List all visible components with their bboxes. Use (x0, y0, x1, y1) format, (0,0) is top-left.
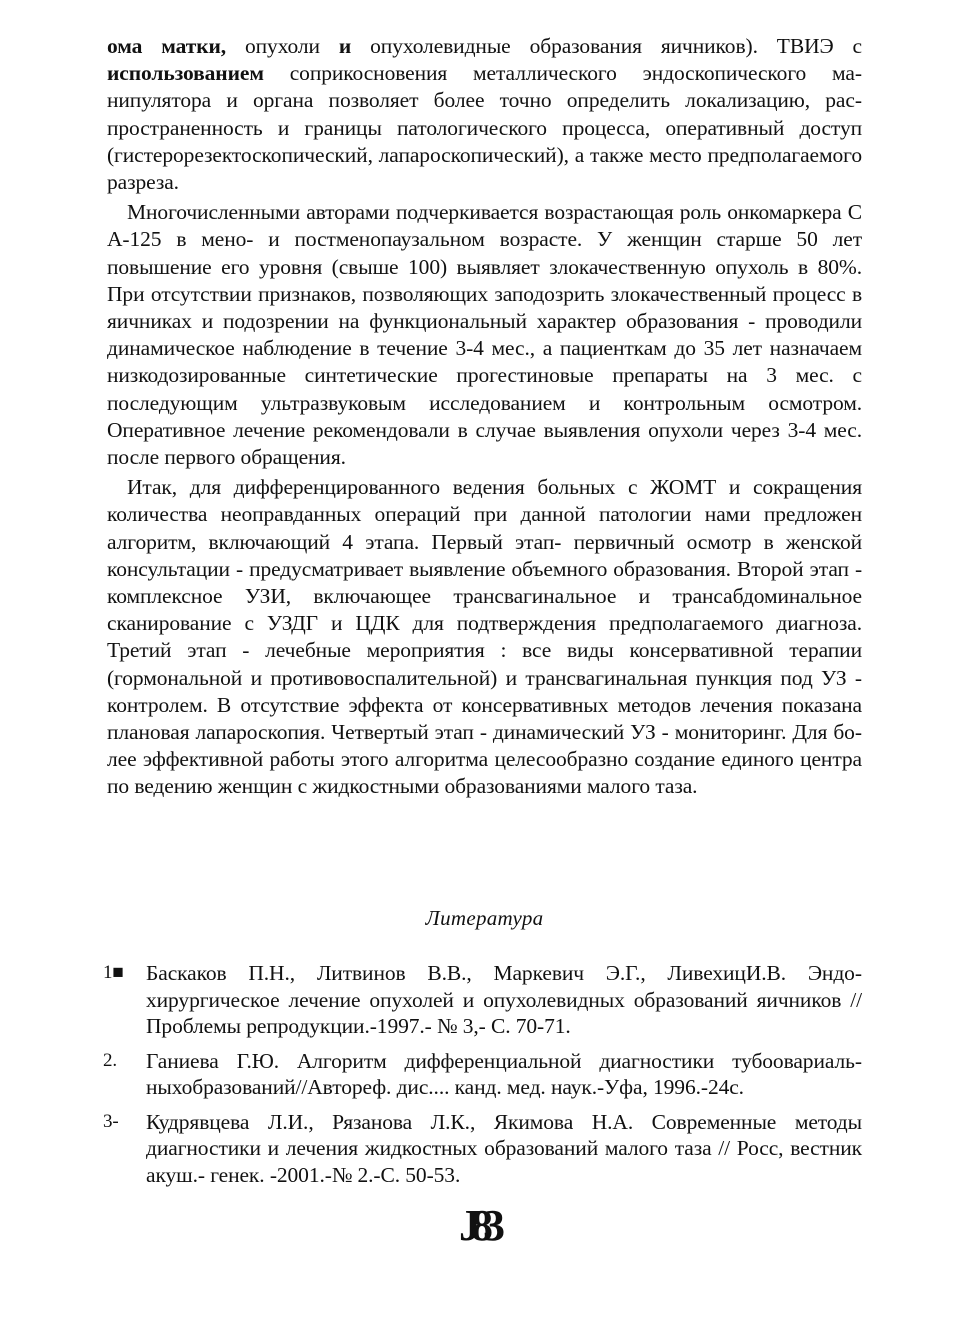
paragraph-1 (107, 33, 862, 196)
reference-number: 1■ (103, 962, 124, 983)
text-run: опухолевидные образования яичников). ТВИЭ с (351, 34, 862, 58)
references-heading: Литература (425, 906, 544, 930)
reference-text: Баскаков П.Н., Литвинов В.В., Маркевич Э.Г., ЛивехицИ.В. Эндохирургическое лечение опухолей и опухолевидных образований яичников // Проблемы репродукции.-1997.- № 3,- С. 70-71. (146, 961, 862, 1038)
reference-item (103, 1109, 862, 1189)
paragraph-2: Многочисленными авторами подчеркивается возрастающая роль онкомаркера С А-125 в мено- и постменопаузальном возрасте. У женщин старше 50 лет повышение его уровня (свыше 100) выявляет злокачественную опухоль в 80%. При отсутствии признаков, позволяющих заподозрить злокачественный процесс в яичниках и подозрении на функциональный характер образования - проводили динамическое наблюдение в течение 3-4 мес., а пациенткам до 35 лет назначаем низкодозированные синтетические прогестиновые препараты на 3 мес. с последующим ультразвуковым исследованием и контрольным осмотром. Оперативное лечение рекомендовали в случае выявления опухоли через 3-4 мес. после первого обращения. (107, 200, 862, 470)
bold-phrase: и (338, 34, 352, 58)
bold-phrase: использованием (107, 61, 264, 86)
reference-item (103, 960, 862, 1040)
text-run: опухоли (226, 34, 339, 58)
bold-phrase: ома матки, (107, 34, 227, 58)
reference-item (103, 1048, 862, 1101)
reference-text: Ганиева Г.Ю. Алгоритм дифференциальной диагностики тубоовариальныхобразований//Автореф. дис.... канд. мед. наук.-Уфа, 1996.-24с. (146, 1048, 862, 1099)
page-body (103, 33, 862, 1187)
reference-text: Кудрявцева Л.И., Рязанова Л.К., Якимова Н.А. Современные методы диагностики и лечения жидкостных образований малого таза // Росс, вестник акуш.- генек. -2001.-№ 2.-С. 50-53. (146, 1109, 862, 1187)
text-run: соприкосновения металлического эндоскопического манипулятора и органа позволяет более точно определить локализацию, распространенность и границы патологического процесса, оперативный доступ (гистерорезектоскопический, лапароскопический), а также место предполагаемого разреза. (107, 61, 862, 195)
reference-number: 2. (103, 1049, 118, 1071)
reference-number: 3- (103, 1110, 119, 1132)
paragraph-3: Итак, для дифференцированного ведения больных с ЖОМТ и сокращения количества неоправданных операций при данной патологии нами предложен алгоритм, включающий 4 этапа. Первый этап- первичный осмотр в женской консультации - предусматривает выявление объемного образования. Второй этап - комплексное УЗИ, включающее трансвагинальное и трансабдоминальное сканирование с УЗДГ и ЦДК для подтверждения предполагаемого диагноза. Третий этап - лечебные мероприятия : все виды консервативной терапии (гормональной и противовоспалительной) и трансвагинальная пункция под УЗ - контролем. В отсутствие эффекта от консервативных методов лечения показана плановая лапароскопия. Четвертый этап - динамический УЗ - мониторинг. Для более эффективной работы этого алгоритма целесообразно создание единого центра по ведению женщин с жидкостными образованиями малого таза. (107, 475, 862, 799)
page-number-logo: J83 (459, 1201, 495, 1250)
references-list (103, 960, 862, 1196)
